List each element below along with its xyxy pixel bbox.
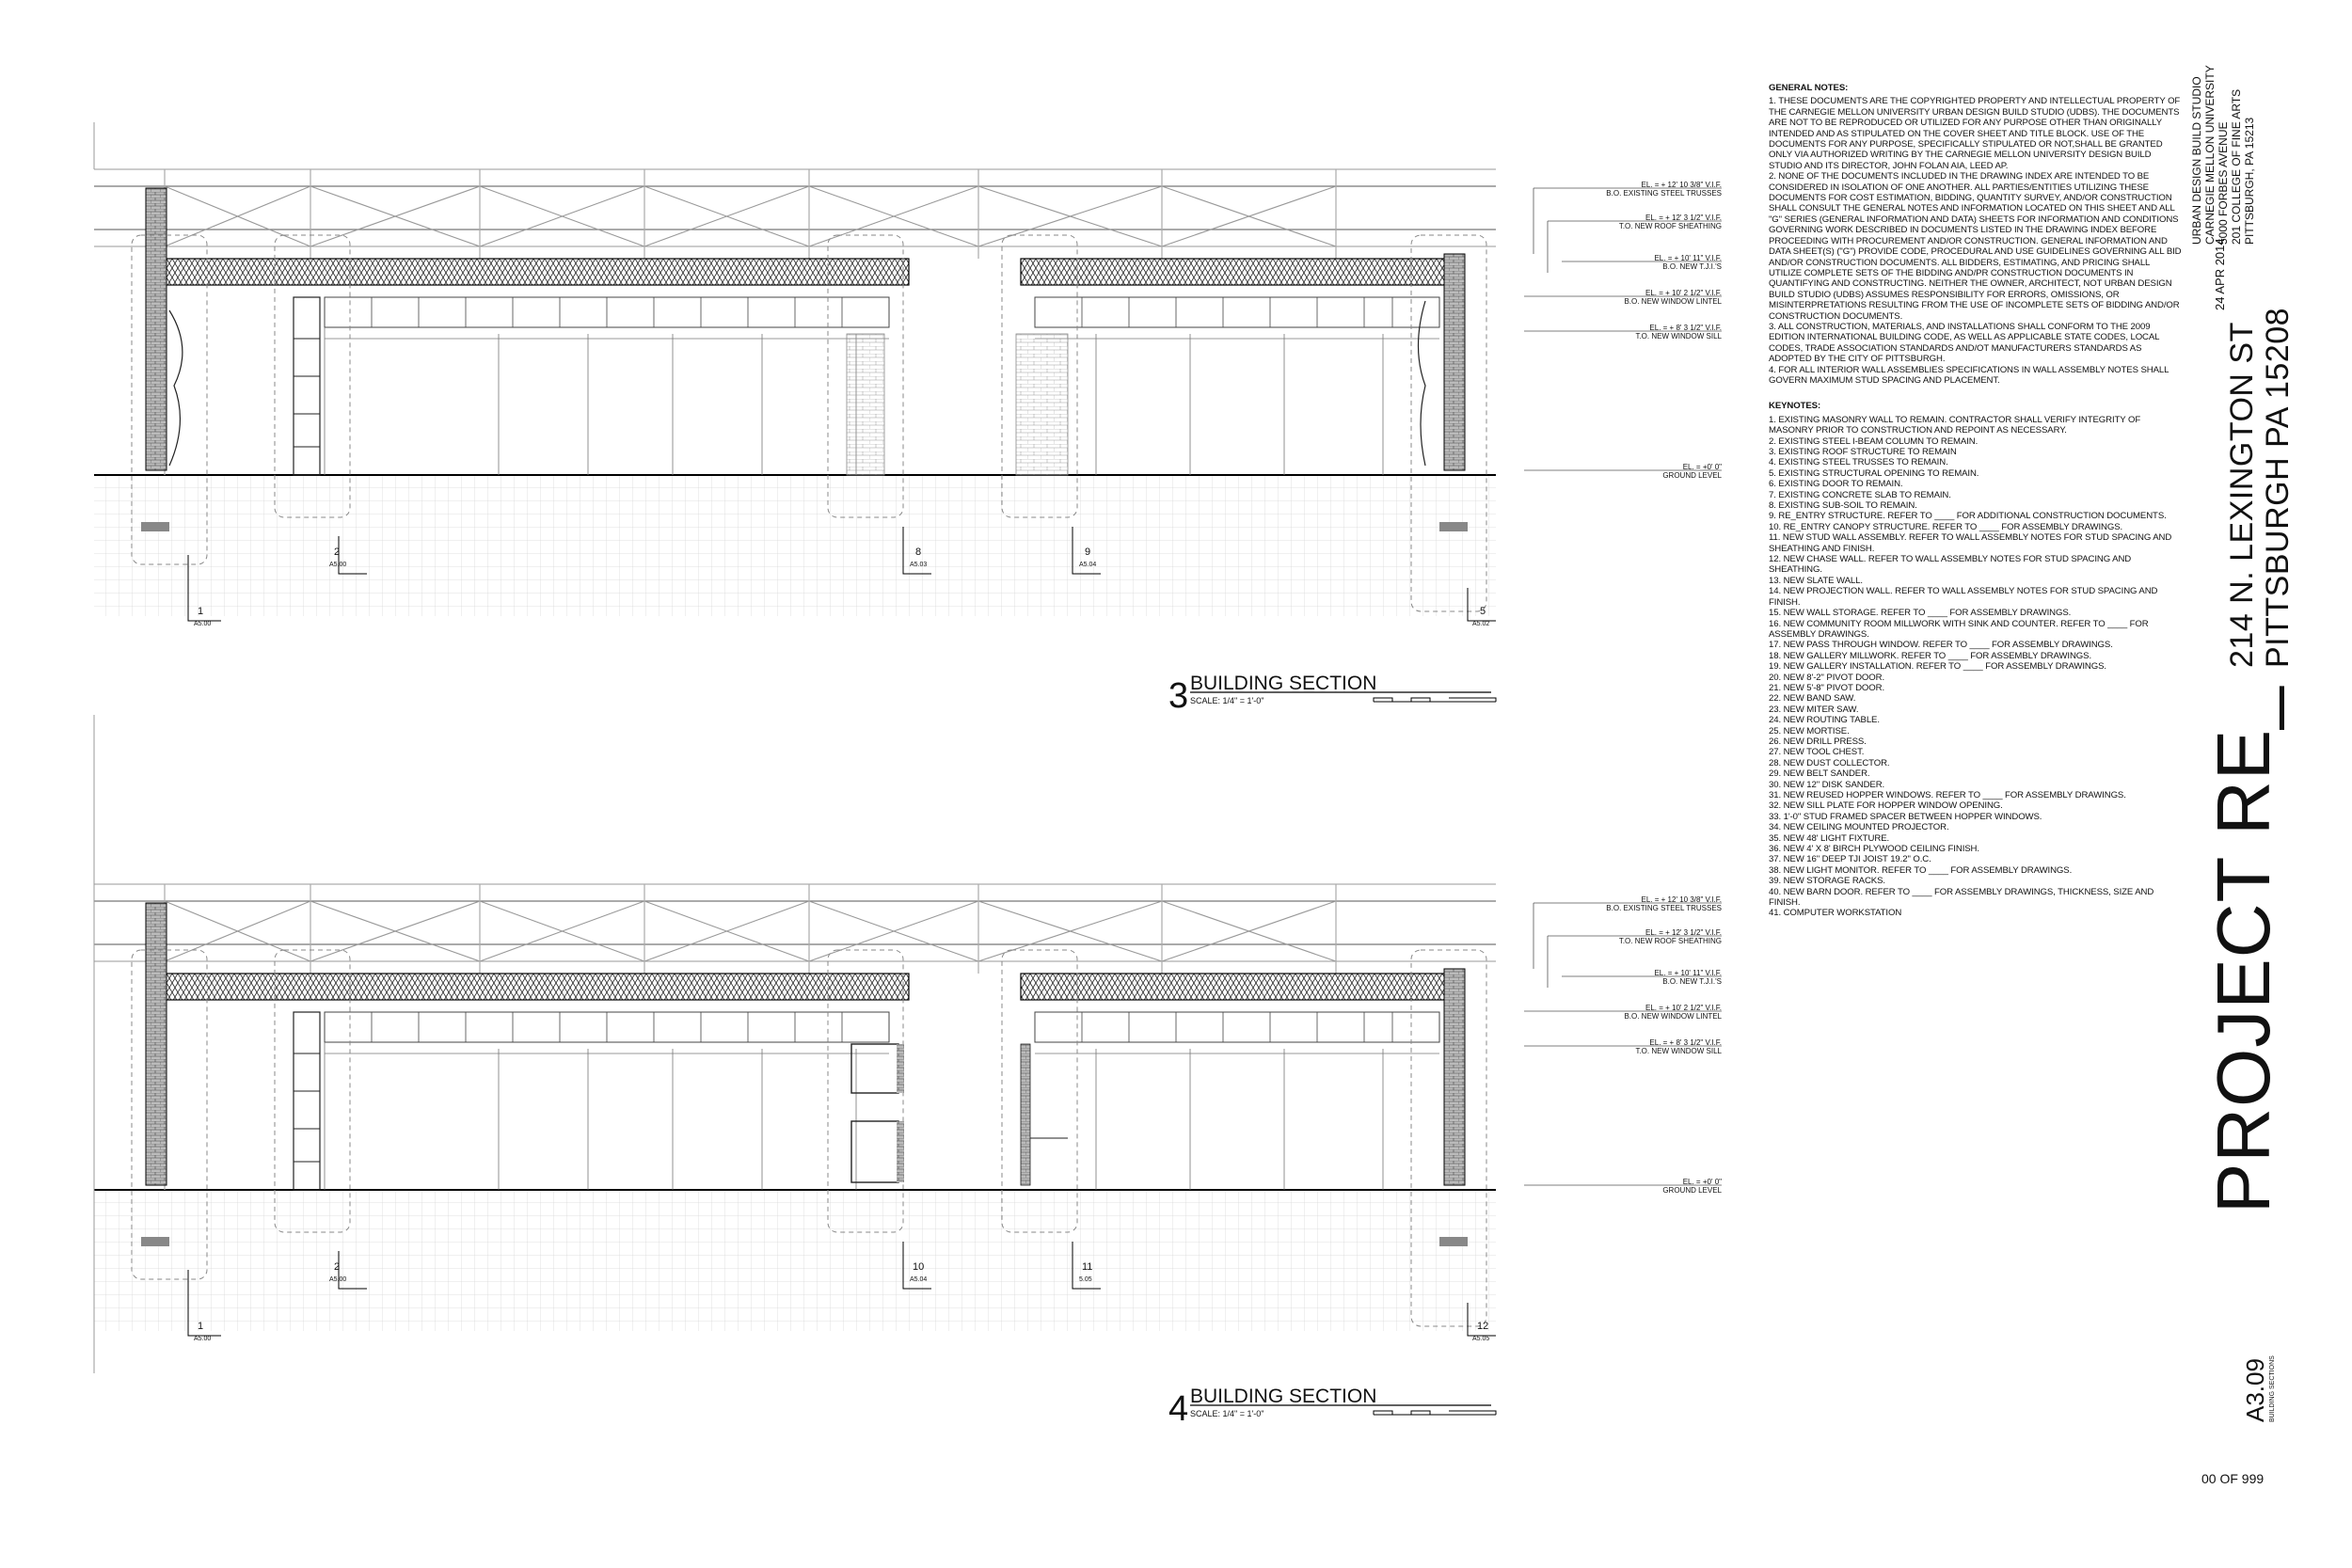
elevation-value: EL. = + 10' 2 1/2" V.I.F. xyxy=(1645,289,1722,297)
callout-ref: A5.00 xyxy=(329,1276,347,1283)
elevation-value: EL. = + 10' 11" V.I.F. xyxy=(1654,969,1722,977)
general-note: 1. THESE DOCUMENTS ARE THE COPYRIGHTED PROPERTY AND INTELLECTUAL PROPERTY OF THE CARNEGIE MELLON UNIVERSITY URBAN DESIGN BUILD STUDIO (UDBS). THE DOCUMENTS ARE NOT TO BE REPRODUCED OR UTILIZED FOR ANY PURPOSE OTHER THAN ORIGINALLY INTENDED AND AS STIPULATED ON THE COVER SHEET AND TITLE BLOCK. USE OF THE DOCUMENTS FOR ANY PURPOSE, SPECIFICALLY STIPULATED OR NOT,SHALL BE GRANTED ONLY VIA AUTHORIZED WRITING BY THE CARNEGIE MELLON UNIVERSITY DESIGN BUILD STUDIO AND ITS DIRECTOR, JOHN FOLAN AIA, LEED AP. xyxy=(1769,96,2181,171)
general-notes-heading: GENERAL NOTES: xyxy=(1769,83,1849,93)
general-notes-list xyxy=(1769,96,2183,386)
elevation-value: EL. = + 12' 10 3/8" V.I.F. xyxy=(1641,181,1722,189)
keynote-item: 36. NEW 4' X 8' BIRCH PLYWOOD CEILING FINISH. xyxy=(1769,844,1979,855)
keynote-item: 7. EXISTING CONCRETE SLAB TO REMAIN. xyxy=(1769,489,1951,500)
keynote-item: 28. NEW DUST COLLECTOR. xyxy=(1769,757,1890,768)
elevation-value: EL. = +0' 0" xyxy=(1682,463,1722,471)
sheet-number: A3.09 xyxy=(2241,1358,2269,1422)
keynote-item: 25. NEW MORTISE. xyxy=(1769,725,1850,736)
elevation-label: B.O. EXISTING STEEL TRUSSES xyxy=(1606,904,1722,912)
keynote-item: 9. RE_ENTRY STRUCTURE. REFER TO ____ FOR ADDITIONAL CONSTRUCTION DOCUMENTS. xyxy=(1769,511,2167,522)
elevation-label: T.O. NEW ROOF SHEATHING xyxy=(1618,222,1722,230)
callout-ref: A5.04 xyxy=(910,1276,928,1283)
callout-ref: A5.05 xyxy=(1472,1336,1490,1342)
keynote-item: 19. NEW GALLERY INSTALLATION. REFER TO ____ FOR ASSEMBLY DRAWINGS. xyxy=(1769,661,2106,673)
keynote-item: 8. EXISTING SUB-SOIL TO REMAIN. xyxy=(1769,500,1917,512)
callout-num: 9 xyxy=(1085,546,1091,558)
keynote-item: 20. NEW 8'-2" PIVOT DOOR. xyxy=(1769,672,1885,683)
elevation-label: B.O. NEW T.J.I.'S xyxy=(1662,262,1722,271)
studio-line: PITTSBURGH, PA 15213 xyxy=(2243,117,2256,245)
callout-num: 10 xyxy=(913,1261,925,1273)
section-title: BUILDING SECTION xyxy=(1190,1386,1377,1407)
elevation-value: EL. = +0' 0" xyxy=(1682,1178,1722,1186)
callout-num: 8 xyxy=(915,546,922,558)
keynote-item: 31. NEW REUSED HOPPER WINDOWS. REFER TO ____ FOR ASSEMBLY DRAWINGS. xyxy=(1769,790,2126,800)
keynote-item: 21. NEW 5'-8" PIVOT DOOR. xyxy=(1769,682,1885,693)
notes-panel xyxy=(1769,83,2183,919)
elevation-markers-section-3 xyxy=(1524,181,1723,480)
section-number: 3 xyxy=(1168,676,1189,716)
callout-ref: A5.00 xyxy=(194,1336,212,1342)
callout-ref: A5.02 xyxy=(1472,621,1490,627)
keynotes-list xyxy=(1769,415,2183,919)
callout-ref: A5.00 xyxy=(329,562,347,568)
callout-ref: A5.03 xyxy=(910,562,928,568)
callout-num: 2 xyxy=(334,546,341,558)
sheet-subtitle: BUILDING SECTIONS xyxy=(2269,1355,2276,1422)
keynote-item: 22. NEW BAND SAW. xyxy=(1769,693,1856,705)
elevation-label: B.O. NEW WINDOW LINTEL xyxy=(1624,1012,1722,1021)
elevation-markers-section-4 xyxy=(1524,895,1723,1195)
elevation-label: GROUND LEVEL xyxy=(1662,1186,1722,1195)
callout-ref: A5.00 xyxy=(194,621,212,627)
section-title: BUILDING SECTION xyxy=(1190,673,1377,694)
keynote-item: 3. EXISTING ROOF STRUCTURE TO REMAIN xyxy=(1769,447,1957,457)
keynote-item: 12. NEW CHASE WALL. REFER TO WALL ASSEMBLY NOTES FOR STUD SPACING AND SHEATHING. xyxy=(1769,554,2132,576)
elevation-value: EL. = + 8' 3 1/2" V.I.F. xyxy=(1649,324,1722,332)
keynote-item: 5. EXISTING STRUCTURAL OPENING TO REMAIN. xyxy=(1769,467,1979,479)
elevation-value: EL. = + 12' 10 3/8" V.I.F. xyxy=(1641,895,1722,904)
keynote-item: 33. 1'-0" STUD FRAMED SPACER BETWEEN HOPPER WINDOWS. xyxy=(1769,811,2042,822)
callout-num: 11 xyxy=(1082,1261,1093,1273)
callout-num: 5 xyxy=(1480,606,1486,617)
keynote-item: 10. RE_ENTRY CANOPY STRUCTURE. REFER TO ____ FOR ASSEMBLY DRAWINGS. xyxy=(1769,521,2123,532)
studio-line: URBAN DESIGN BUILD STUDIO xyxy=(2190,76,2203,245)
keynote-item: 38. NEW LIGHT MONITOR. REFER TO ____ FOR ASSEMBLY DRAWINGS. xyxy=(1769,864,2073,876)
elevation-label: B.O. NEW WINDOW LINTEL xyxy=(1624,297,1722,306)
keynote-item: 13. NEW SLATE WALL. xyxy=(1769,575,1863,586)
keynote-item: 16. NEW COMMUNITY ROOM MILLWORK WITH SINK AND COUNTER. REFER TO ____ FOR ASSEMBLY DRAWINGS. xyxy=(1769,618,2149,640)
keynote-item: 4. EXISTING STEEL TRUSSES TO REMAIN. xyxy=(1769,457,1948,468)
keynotes-heading: KEYNOTES: xyxy=(1769,401,1821,412)
keynote-item: 23. NEW MITER SAW. xyxy=(1769,704,1859,715)
elevation-label: GROUND LEVEL xyxy=(1662,471,1722,480)
elevation-value: EL. = + 12' 3 1/2" V.I.F. xyxy=(1645,928,1722,937)
keynote-item: 17. NEW PASS THROUGH WINDOW. REFER TO ____ FOR ASSEMBLY DRAWINGS. xyxy=(1769,640,2113,651)
studio-line: 201 COLLEGE OF FINE ARTS xyxy=(2230,88,2243,245)
elevation-value: EL. = + 8' 3 1/2" V.I.F. xyxy=(1649,1038,1722,1047)
project-address xyxy=(2224,308,2296,668)
keynote-item: 35. NEW 48' LIGHT FIXTURE. xyxy=(1769,832,1890,844)
section-3-drawing xyxy=(94,169,1496,621)
elevation-value: EL. = + 10' 11" V.I.F. xyxy=(1654,254,1722,262)
keynote-item: 30. NEW 12" DISK SANDER. xyxy=(1769,779,1885,790)
keynote-item: 27. NEW TOOL CHEST. xyxy=(1769,747,1865,758)
elevation-label: T.O. NEW WINDOW SILL xyxy=(1635,332,1722,341)
project-name: PROJECT RE_ xyxy=(2201,686,2285,1213)
general-note: 2. NONE OF THE DOCUMENTS INCLUDED IN THE DRAWING INDEX ARE INTENDED TO BE CONSIDERED IN ISOLATION OF ONE ANOTHER. ALL PARTIES/ENTITIES UTILIZING THESE DOCUMENTS FOR COST ESTIMATION, BIDDING, QUANTITY SURVEY, AND/OR CONSTRUCTION SHALL CONSULT THE GENERAL NOTES AND INFORMATION LOCATED ON THIS SHEET AND ALL "G" SERIES (GENERAL INFORMATION AND DATA) SHEETS FOR INFORMATION AND CONDITIONS GOVERNING WORK DESCRIBED IN DOCUMENTS LISTED IN THE DRAWING INDEX BEFORE PROCEEDING WITH PROCUREMENT AND/OR CONSTRUCTION. GENERAL INFORMATION AND DATA SHEET(S) ("G") PROVIDE CODE, PROCEDURAL AND USE GUIDELINES GOVERNING ALL BID AND/OR CONSTRUCTION DOCUMENTS. ALL BIDDERS, ESTIMATING, AND PRICING SHALL UTILIZE COMPLETE SETS OF THE BIDDING AND/PR CONSTRUCTION DOCUMENTS IN QUANTIFYING AND CONSTRUCTING. NEITHER THE OWNER, ARCHITECT, NOT URBAN DESIGN BUILD STUDIO (UDBS) ASSUMES RESPONSIBILITY FOR ERRORS, OMISSIONS, OR MISINTERPRETATIONS RESULTING FROM THE USE OF INCOMPLETE SETS OF BIDDING AND/OR CONSTRUCTION DOCUMENTS. xyxy=(1769,171,2182,322)
keynote-item: 6. EXISTING DOOR TO REMAIN. xyxy=(1769,479,1903,490)
keynote-item: 41. COMPUTER WORKSTATION xyxy=(1769,908,1902,919)
keynote-item: 29. NEW BELT SANDER. xyxy=(1769,768,1870,780)
general-note: 4. FOR ALL INTERIOR WALL ASSEMBLIES SPECIFICATIONS IN WALL ASSEMBLY NOTES SHALL GOVERN MAXIMUM STUD SPACING AND PLACEMENT. xyxy=(1769,364,2169,386)
callout-num: 12 xyxy=(1477,1321,1489,1332)
keynote-item: 39. NEW STORAGE RACKS. xyxy=(1769,876,1885,887)
elevation-value: EL. = + 10' 2 1/2" V.I.F. xyxy=(1645,1004,1722,1012)
callout-num: 1 xyxy=(198,606,204,617)
elevation-label: B.O. NEW T.J.I.'S xyxy=(1662,977,1722,986)
callout-num: 2 xyxy=(334,1261,341,1273)
keynote-item: 40. NEW BARN DOOR. REFER TO ____ FOR ASSEMBLY DRAWINGS, THICKNESS, SIZE AND FINISH. xyxy=(1769,886,2154,909)
section-4-drawing xyxy=(94,884,1496,1336)
keynote-item: 32. NEW SILL PLATE FOR HOPPER WINDOW OPENING. xyxy=(1769,800,2003,812)
elevation-label: B.O. EXISTING STEEL TRUSSES xyxy=(1606,189,1722,198)
keynote-item: 37. NEW 16" DEEP TJI JOIST 19.2" O.C. xyxy=(1769,854,1931,865)
studio-line: CARNEGIE MELLON UNIVERSITY xyxy=(2203,65,2217,245)
keynote-item: 26. NEW DRILL PRESS. xyxy=(1769,736,1867,747)
address-line: 214 N. LEXINGTON ST xyxy=(2224,322,2260,668)
keynote-item: 1. EXISTING MASONRY WALL TO REMAIN. CONTRACTOR SHALL VERIFY INTEGRITY OF MASONRY PRIOR TO CONSTRUCTION AND REPOINT AS NECESSARY. xyxy=(1769,414,2141,436)
keynote-item: 18. NEW GALLERY MILLWORK. REFER TO ____ FOR ASSEMBLY DRAWINGS. xyxy=(1769,650,2092,661)
keynote-item: 15. NEW WALL STORAGE. REFER TO ____ FOR ASSEMBLY DRAWINGS. xyxy=(1769,608,2072,619)
keynotes-section xyxy=(1769,401,2183,919)
elevation-label: T.O. NEW ROOF SHEATHING xyxy=(1618,937,1722,945)
general-note: 3. ALL CONSTRUCTION, MATERIALS, AND INSTALLATIONS SHALL CONFORM TO THE 2009 EDITION INTERNATIONAL BUILDING CODE, AS WELL AS APPLICABLE STATE CODES, LOCAL CODES, TRADE ASSOCIATION STANDARDS AND/OT MANUFACTURERS STANDARDS AS ADOPTED BY THE CITY OF PITTSBURGH. xyxy=(1769,321,2160,365)
keynote-item: 11. NEW STUD WALL ASSEMBLY. REFER TO WALL ASSEMBLY NOTES FOR STUD SPACING AND SHEATHING AND FINISH. xyxy=(1769,532,2172,554)
issue-date: 24 APR 2014 xyxy=(2213,238,2227,310)
page-count: 00 OF 999 xyxy=(2201,1471,2265,1486)
section-scale: SCALE: 1/4" = 1'-0" xyxy=(1190,1409,1264,1418)
elevation-label: T.O. NEW WINDOW SILL xyxy=(1635,1047,1722,1055)
studio-address xyxy=(2190,65,2256,245)
keynote-item: 34. NEW CEILING MOUNTED PROJECTOR. xyxy=(1769,822,1949,833)
studio-line: 5000 FORBES AVENUE xyxy=(2217,121,2230,245)
section-4-title-block xyxy=(1168,1386,1496,1429)
keynote-item: 14. NEW PROJECTION WALL. REFER TO WALL ASSEMBLY NOTES FOR STUD SPACING AND FINISH. xyxy=(1769,586,2158,608)
elevation-value: EL. = + 12' 3 1/2" V.I.F. xyxy=(1645,214,1722,222)
callout-num: 1 xyxy=(198,1321,204,1332)
section-number: 4 xyxy=(1168,1389,1189,1429)
callout-ref: A5.04 xyxy=(1079,562,1097,568)
callout-ref: 5.05 xyxy=(1079,1276,1092,1283)
address-line: PITTSBURGH PA 15208 xyxy=(2260,307,2296,668)
keynote-item: 24. NEW ROUTING TABLE. xyxy=(1769,715,1880,726)
keynote-item: 2. EXISTING STEEL I-BEAM COLUMN TO REMAIN. xyxy=(1769,436,1979,447)
section-3-title-block xyxy=(1168,673,1496,716)
section-scale: SCALE: 1/4" = 1'-0" xyxy=(1190,696,1264,705)
